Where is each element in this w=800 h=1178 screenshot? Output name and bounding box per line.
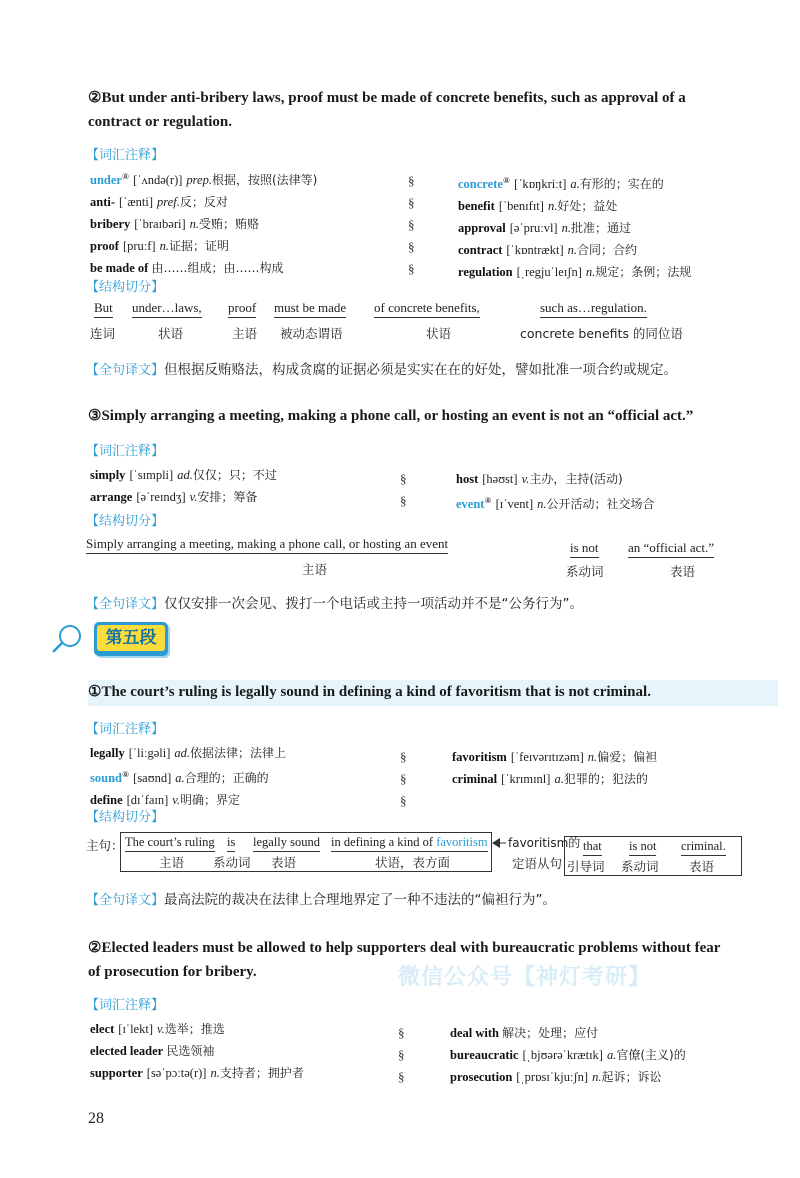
struct-seg: must be made: [274, 300, 346, 318]
vocab-entry: [90, 486, 277, 508]
vocab-word: prosecution: [450, 1070, 513, 1084]
vocab-pronunciation: [ɪˈlekt]: [118, 1022, 153, 1036]
vocab-meaning: 批准；通过: [570, 221, 631, 236]
vocab-entry: [458, 217, 691, 239]
vocab-pos: v.: [157, 1022, 165, 1036]
vocab-pos: n.: [547, 199, 558, 214]
vocab-meaning: 官僚(主义)的: [616, 1048, 686, 1062]
tilde-divider: § § §: [398, 1025, 405, 1084]
vocab-meaning: 犯罪的；犯法的: [563, 772, 648, 786]
translation-p5s1: [86, 888, 556, 908]
vocab-meaning: 反；反对: [179, 195, 228, 210]
struct-label: 被动态谓语: [280, 326, 343, 341]
p5-sentence-1: [88, 680, 768, 704]
vocab-word: criminal: [452, 772, 498, 786]
vocab-meaning: 根据，按照(法律等): [211, 173, 318, 188]
vocab-meaning: 偏爱；偏袒: [597, 750, 658, 764]
struct-seg: legally sound: [253, 835, 320, 852]
translation-text: 最高法院的裁决在法律上合理地界定了一种不违法的“偏袒行为”。: [164, 892, 557, 908]
vocab-meaning: 合同；合约: [577, 243, 638, 258]
vocab-pronunciation: [ˈkɒŋkriːt]: [514, 177, 567, 192]
vocab-pronunciation: [həʊst]: [482, 472, 518, 486]
vocab-entry: [456, 468, 655, 490]
vocab-meaning: 由……组成；由……构成: [151, 261, 284, 276]
sentence-line: of prosecution for bribery.: [88, 964, 257, 980]
section-title: 第五段: [97, 625, 165, 651]
vocab-pronunciation: [ˈsɪmpli]: [129, 468, 174, 482]
vocab-word: define: [90, 793, 123, 808]
vocab-pronunciation: [pruːf]: [122, 239, 156, 254]
vocab-entry: [452, 768, 657, 790]
sentence-line: contract or regulation.: [88, 114, 233, 130]
vocab-entry: [90, 1018, 304, 1040]
sentence-3: [88, 404, 758, 428]
vocab-entry: [90, 764, 286, 789]
vocab-meaning: 主办，主持(活动): [529, 472, 623, 486]
frequency-mark: ⑧: [502, 176, 511, 185]
struct-label: 系动词: [566, 564, 604, 579]
struct-seg: criminal.: [681, 839, 726, 856]
vocab-left-list: [90, 464, 277, 508]
vocab-pos: prep.: [186, 173, 212, 188]
vocab-word: event: [456, 497, 485, 512]
vocab-pronunciation: [ˈbenɪfɪt]: [498, 199, 544, 214]
struct-label: 系动词: [213, 855, 251, 870]
vocab-tag: 【词汇注释】: [86, 722, 165, 737]
vocab-meaning: 仅仅；只；不过: [192, 468, 277, 482]
struct-label: 主语: [232, 326, 258, 341]
favoritism-word: favoritism: [436, 835, 488, 849]
frequency-mark: ⑧: [121, 172, 130, 181]
vocab-pos: n.: [592, 1070, 602, 1084]
vocab-pos: n.: [561, 221, 571, 236]
vocab-pronunciation: [ˌprɒsɪˈkjuːʃn]: [516, 1070, 589, 1084]
p5-sentence-2: [88, 936, 768, 984]
vocab-pronunciation: [ˈliːgəli]: [128, 746, 171, 760]
vocab-pos: v.: [172, 793, 181, 808]
vocab-entry: [458, 239, 691, 261]
struct-seg: Simply arranging a meeting, making a phone call, or hosting an event: [86, 536, 448, 554]
vocab-word: contract: [458, 243, 503, 258]
sentence-line: ②Elected leaders must be allowed to help supporters deal with bureaucratic problems without fear: [88, 940, 721, 956]
vocab-entry: [90, 464, 277, 486]
struct-label: 表语: [271, 855, 297, 870]
vocab-word: elected leader: [90, 1044, 164, 1058]
vocab-entry: [90, 166, 317, 191]
sentence-line: ②But under anti-bribery laws, proof must be made of concrete benefits, such as approval of a: [88, 90, 686, 106]
vocab-word: anti-: [90, 195, 115, 210]
vocab-pos: n.: [537, 497, 547, 512]
vocab-entry: [458, 261, 691, 283]
struct-label: concrete benefits 的同位语: [520, 326, 683, 341]
vocab-left-list: [90, 1018, 304, 1084]
struct-seg: an “official act.”: [628, 540, 714, 558]
struct-seg: that: [583, 839, 602, 856]
vocab-pronunciation: [ˈkɒntrækt]: [506, 243, 564, 258]
vocab-word: regulation: [458, 265, 513, 280]
vocab-word: host: [456, 472, 479, 486]
translation-text: 仅仅安排一次会见、拨打一个电话或主持一项活动并不是“公务行为”。: [164, 596, 584, 612]
vocab-word: bribery: [90, 217, 131, 232]
vocab-meaning: 支持者；拥护者: [219, 1066, 304, 1080]
vocab-entry: [90, 1062, 304, 1084]
vocab-word: concrete: [458, 177, 503, 192]
struct-tag: 【结构切分】: [86, 280, 165, 295]
vocab-pronunciation: [ɪˈvent]: [495, 497, 534, 512]
vocab-pos: n.: [585, 265, 596, 280]
vocab-word: proof: [90, 239, 119, 254]
vocab-pos: ad.: [174, 746, 190, 760]
vocab-meaning: 解决；处理；应付: [502, 1026, 599, 1040]
rel-clause-label: 定语从句: [512, 856, 563, 871]
vocab-meaning: 依据法律；法律上: [190, 746, 287, 760]
struct-seg: is: [227, 835, 235, 852]
vocab-pos: a.: [606, 1048, 617, 1062]
struct-seg: proof: [228, 300, 256, 318]
struct-label: 系动词: [621, 859, 659, 874]
struct-seg: is not: [570, 540, 599, 558]
trans-tag: 【全句译文】: [86, 363, 165, 378]
vocab-entry: [450, 1044, 686, 1066]
vocab-entry: [90, 1040, 304, 1062]
vocab-right-list: [456, 468, 655, 515]
frequency-mark: ⑧: [121, 770, 130, 779]
vocab-pronunciation: [dɪˈfaɪn]: [126, 793, 169, 808]
struct-label: 状语: [158, 326, 184, 341]
struct-label: 状语: [426, 326, 452, 341]
tilde-divider: § § § § §: [408, 173, 415, 276]
vocab-meaning: 好处；益处: [557, 199, 618, 214]
vocab-word: deal with: [450, 1026, 499, 1040]
vocab-meaning: 证据；证明: [168, 239, 229, 254]
vocab-pos: a.: [175, 771, 185, 786]
trans-tag: 【全句译文】: [86, 893, 165, 908]
vocab-entry: [450, 1022, 686, 1044]
struct-seg: The court’s ruling: [125, 835, 215, 852]
struct-label: 主语: [302, 562, 328, 577]
vocab-meaning: 有形的；实在的: [579, 177, 664, 192]
rel-clause-label: favoritism的: [508, 836, 581, 850]
vocab-meaning: 合理的；正确的: [184, 771, 269, 786]
vocab-pos: n.: [159, 239, 169, 254]
vocab-pronunciation: [ˌbjʊərəˈkrætɪk]: [522, 1048, 603, 1062]
vocab-pronunciation: [əˈpruːvl]: [509, 221, 558, 236]
vocab-entry: [90, 191, 317, 213]
struct-seg: such as…regulation.: [540, 300, 647, 318]
watermark: 微信公众号【神灯考研】: [398, 965, 652, 990]
vocab-pronunciation: [əˈreɪndʒ]: [136, 490, 186, 504]
section-header: [50, 618, 790, 664]
vocab-pronunciation: [ˈænti]: [119, 195, 154, 210]
vocab-pronunciation: [səˈpɔːtə(r)]: [146, 1066, 207, 1080]
vocab-pos: v.: [189, 490, 198, 504]
vocab-meaning: 安排；筹备: [197, 490, 258, 504]
vocab-entry: [452, 746, 657, 768]
structure-s3: [86, 536, 756, 586]
vocab-entry: [90, 235, 317, 257]
vocab-tag: 【词汇注释】: [86, 148, 165, 163]
main-clause-box: [120, 832, 492, 872]
vocab-meaning: 选举；推选: [164, 1022, 225, 1036]
struct-label: 表语: [670, 564, 696, 579]
vocab-meaning: 公开活动；社交场合: [546, 497, 655, 512]
vocab-word: under: [90, 173, 122, 188]
vocab-word: supporter: [90, 1066, 143, 1080]
vocab-entry: [90, 742, 286, 764]
translation-text: 但根据反贿赂法，构成贪腐的证据必须是实实在在的好处，譬如批准一项合约或规定。: [164, 362, 678, 378]
vocab-word: simply: [90, 468, 126, 482]
structure-p5s1: [86, 832, 766, 878]
vocab-pos: n.: [587, 750, 598, 764]
translation-s3: [86, 592, 583, 612]
main-clause-label: 主句：: [86, 838, 124, 853]
struct-seg: But: [94, 300, 113, 318]
page-number: 28: [88, 1110, 104, 1127]
sentence-line: ①The court’s ruling is legally sound in defining a kind of favoritism that is not criminal.: [88, 684, 651, 700]
vocab-entry: [456, 490, 655, 515]
vocab-meaning: 民选领袖: [166, 1044, 215, 1058]
struct-label: 主语: [159, 855, 185, 870]
vocab-word: sound: [90, 771, 122, 786]
vocab-meaning: 规定；条例；法规: [595, 265, 692, 280]
rel-clause-box: [564, 836, 742, 876]
vocab-word: favoritism: [452, 750, 507, 764]
vocab-right-list: [452, 746, 657, 790]
struct-seg: of concrete benefits,: [374, 300, 480, 318]
vocab-pronunciation: [ˌregjuˈleɪʃn]: [516, 265, 582, 280]
vocab-meaning: 起诉；诉讼: [601, 1070, 662, 1084]
vocab-entry: [458, 195, 691, 217]
tilde-divider: § §: [400, 471, 407, 508]
vocab-pronunciation: [ˈbraɪbəri]: [134, 217, 186, 232]
vocab-pronunciation: [saʊnd]: [133, 771, 172, 786]
vocab-pos: pref.: [157, 195, 180, 210]
section-badge: [94, 622, 168, 656]
vocab-entry: [90, 213, 317, 235]
tilde-divider: § § §: [400, 749, 407, 808]
struct-label: 引导词: [567, 859, 605, 874]
vocab-left-list: [90, 742, 286, 811]
vocab-word: benefit: [458, 199, 495, 214]
vocab-word: elect: [90, 1022, 115, 1036]
vocab-pos: a.: [554, 772, 564, 786]
vocab-pos: ad.: [177, 468, 193, 482]
vocab-meaning: 明确；界定: [180, 793, 241, 808]
vocab-entry: [450, 1066, 686, 1088]
vocab-tag: 【词汇注释】: [86, 998, 165, 1013]
struct-seg: is not: [629, 839, 656, 856]
frequency-mark: ⑧: [484, 496, 492, 505]
struct-seg-text: in defining a kind of: [331, 835, 434, 849]
struct-tag: 【结构切分】: [86, 514, 165, 529]
vocab-pronunciation: [ˈfeɪvərɪtɪzəm]: [510, 750, 584, 764]
struct-label: 表语: [689, 859, 715, 874]
arrow-icon: [492, 838, 506, 848]
vocab-entry: [458, 170, 691, 195]
vocab-word: legally: [90, 746, 125, 760]
vocab-pronunciation: [ˈʌndə(r)]: [133, 173, 183, 188]
vocab-word: be made of: [90, 261, 149, 276]
vocab-right-list: [450, 1022, 686, 1088]
vocab-word: bureaucratic: [450, 1048, 519, 1062]
vocab-word: arrange: [90, 490, 133, 504]
vocab-tag: 【词汇注释】: [86, 444, 165, 459]
vocab-pos: n.: [567, 243, 578, 258]
magnifier-icon: [50, 622, 84, 654]
sentence-2: [88, 86, 758, 134]
vocab-pos: v.: [521, 472, 530, 486]
struct-seg: under…laws,: [132, 300, 202, 318]
trans-tag: 【全句译文】: [86, 597, 165, 612]
vocab-pos: n.: [210, 1066, 220, 1080]
vocab-pos: n.: [189, 217, 200, 232]
struct-label: 连词: [90, 326, 116, 341]
structure-s2: [90, 300, 760, 350]
vocab-meaning: 受贿；贿赂: [199, 217, 260, 232]
vocab-left-list: [90, 166, 317, 279]
sentence-line: ③Simply arranging a meeting, making a phone call, or hosting an event is not an “official act.”: [88, 408, 694, 424]
vocab-right-list: [458, 170, 691, 283]
vocab-word: approval: [458, 221, 506, 236]
translation-s2: [86, 358, 677, 378]
struct-tag: 【结构切分】: [86, 810, 165, 825]
vocab-pronunciation: [ˈkrɪmɪnl]: [501, 772, 551, 786]
vocab-pos: a.: [570, 177, 580, 192]
struct-label: 状语，表方面: [375, 855, 451, 870]
struct-seg: [331, 835, 488, 852]
